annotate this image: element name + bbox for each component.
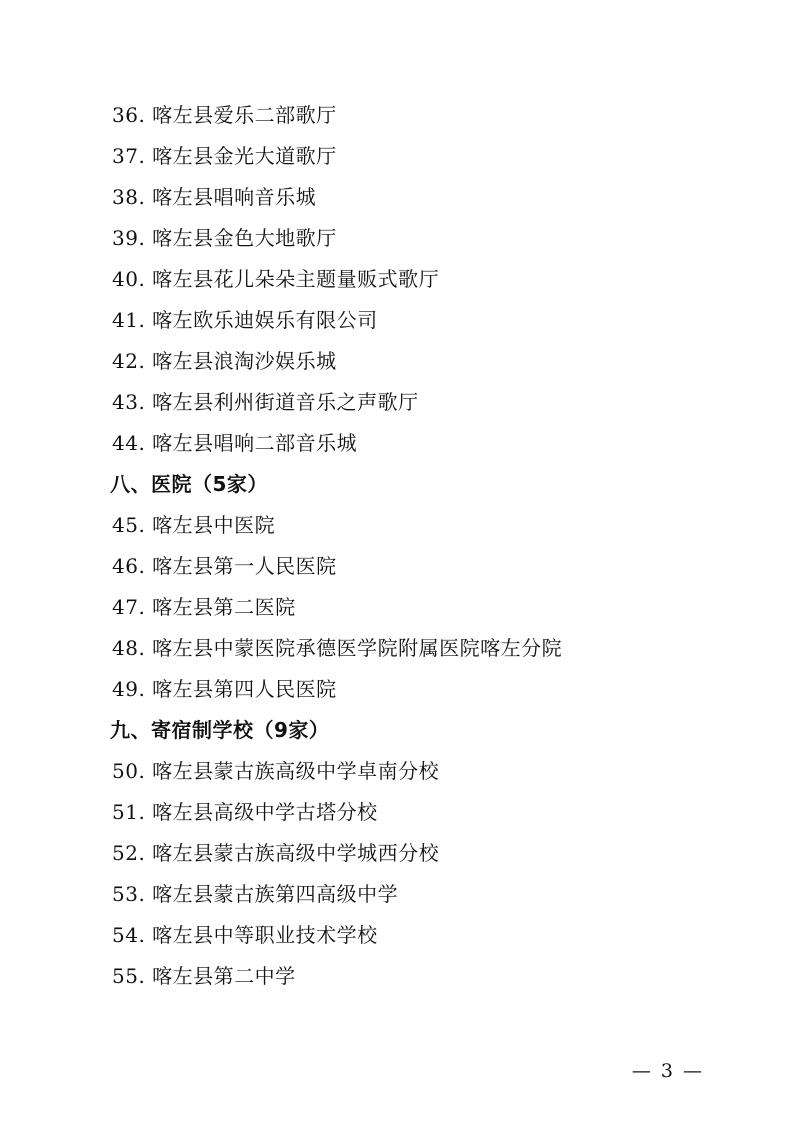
list-item: 46. 喀左县第一人民医院 <box>112 554 337 578</box>
list-item: 51. 喀左县高级中学古塔分校 <box>112 800 378 824</box>
list-item: 47. 喀左县第二医院 <box>112 595 296 619</box>
page-number: — 3 — <box>631 1060 704 1082</box>
list-item: 50. 喀左县蒙古族高级中学卓南分校 <box>112 759 440 783</box>
list-item: 49. 喀左县第四人民医院 <box>112 677 337 701</box>
list-item: 44. 喀左县唱响二部音乐城 <box>112 431 358 455</box>
list-item: 41. 喀左欧乐迪娱乐有限公司 <box>112 308 378 332</box>
list-item: 52. 喀左县蒙古族高级中学城西分校 <box>112 841 440 865</box>
list-item: 37. 喀左县金光大道歌厅 <box>112 144 337 168</box>
list-item: 36. 喀左县爱乐二部歌厅 <box>112 103 337 127</box>
section-heading: 九、寄宿制学校（9家） <box>110 718 330 742</box>
list-item: 48. 喀左县中蒙医院承德医学院附属医院喀左分院 <box>112 636 563 660</box>
list-item: 54. 喀左县中等职业技术学校 <box>112 923 378 947</box>
list-item: 40. 喀左县花儿朵朵主题量贩式歌厅 <box>112 267 440 291</box>
list-item: 45. 喀左县中医院 <box>112 513 276 537</box>
list-item: 39. 喀左县金色大地歌厅 <box>112 226 337 250</box>
list-item: 43. 喀左县利州街道音乐之声歌厅 <box>112 390 419 414</box>
section-heading: 八、医院（5家） <box>110 472 268 496</box>
list-item: 38. 喀左县唱响音乐城 <box>112 185 317 209</box>
list-item: 53. 喀左县蒙古族第四高级中学 <box>112 882 399 906</box>
document-body <box>112 105 704 986</box>
list-item: 55. 喀左县第二中学 <box>112 964 296 988</box>
list-item: 42. 喀左县浪淘沙娱乐城 <box>112 349 337 373</box>
